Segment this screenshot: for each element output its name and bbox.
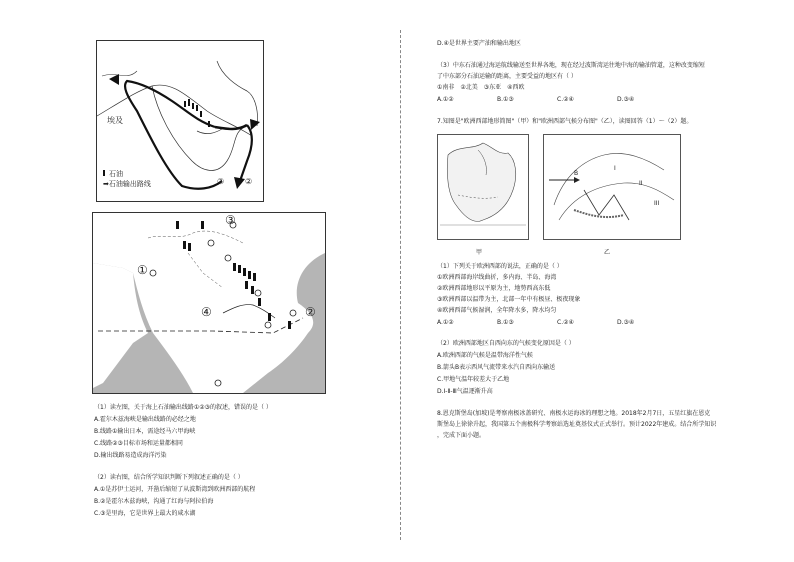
s2-option-b[interactable]: B.箭头B表示西风气流带来水汽自西向东输送 bbox=[437, 364, 556, 371]
map2-number-4: ④ bbox=[201, 305, 212, 319]
legend-route bbox=[103, 179, 151, 189]
legend-oil bbox=[103, 169, 151, 179]
map2-number-3: ③ bbox=[225, 213, 236, 227]
s1-option-d[interactable]: D.③④ bbox=[617, 319, 635, 326]
legend-oil-label: 石油 bbox=[109, 170, 123, 178]
q1-stem: （1）读左图，关于海上石油输出线路①②③的叙述，错误的是（ ） bbox=[94, 404, 272, 411]
map2-number-2: ② bbox=[305, 305, 316, 319]
oil-route-map bbox=[96, 40, 264, 202]
q3-stem-continued: 了中东部分石油运输的距离，主要受益的地区有（ ） bbox=[437, 73, 577, 80]
q2-stem: （2）读右图，结合所学知识判断下列叙述正确的是（ ） bbox=[94, 474, 244, 481]
europe-climate-map bbox=[543, 134, 681, 240]
route-number-2: ② bbox=[245, 177, 253, 186]
column-divider bbox=[400, 30, 401, 540]
svg-text:埃及: 埃及 bbox=[107, 116, 123, 125]
q2-option-a[interactable]: A.①是苏伊士运河，开凿后缩短了从波斯湾到欧洲西部的航程 bbox=[94, 486, 256, 493]
europe-terrain-drawing bbox=[438, 135, 528, 239]
q7-stem: 7.知图是"欧洲西部地形简图"（甲）和"欧洲西部气候分布图"（乙），读图回答（1）～（2）题。 bbox=[437, 118, 693, 125]
s2-option-c[interactable]: C.甲地气温年较差大于乙地 bbox=[437, 376, 510, 383]
q3-option-list: ①南非 ②北美 ③东亚 ④西欧 bbox=[437, 84, 525, 91]
q3-option-c[interactable]: C.②④ bbox=[557, 96, 574, 103]
q8-line-3: ，完成下面小题。 bbox=[437, 432, 486, 439]
svg-text:III: III bbox=[654, 200, 660, 207]
q3-option-b[interactable]: B.①③ bbox=[497, 96, 514, 103]
s1-option-c[interactable]: C.②④ bbox=[557, 319, 574, 326]
middle-east-map bbox=[92, 212, 326, 394]
prev-option-d[interactable]: D.④是世界主要产油和输出地区 bbox=[437, 40, 521, 47]
map2-number-1: ① bbox=[137, 263, 148, 277]
caption-map-jia: 甲 bbox=[476, 249, 483, 256]
europe-climate-drawing bbox=[544, 135, 680, 239]
svg-text:I: I bbox=[614, 165, 616, 172]
middle-east-map-drawing bbox=[93, 213, 325, 393]
route-number-3: ③ bbox=[217, 177, 225, 186]
q1-option-a[interactable]: A.霍尔木兹海峡是输出线路的必经之地 bbox=[94, 416, 196, 423]
s1-statement-2: ②欧洲西部地形以平原为主，地势西高东低 bbox=[437, 285, 551, 292]
s1-stem: （1）下列关于欧洲西部的说法，正确的是（ ） bbox=[437, 263, 563, 270]
q3-option-a[interactable]: A.①② bbox=[437, 96, 454, 103]
caption-map-yi: 乙 bbox=[604, 249, 611, 256]
q1-option-b[interactable]: B.线路①输出日本，需途经马六甲海峡 bbox=[94, 428, 196, 435]
s1-statement-3: ③欧洲西部以温带为主，北部一年中有极昼、极夜现象 bbox=[437, 296, 581, 303]
q3-option-d[interactable]: D.③④ bbox=[617, 96, 635, 103]
q2-option-c[interactable]: C.③是里海，它是世界上最大的咸水湖 bbox=[94, 510, 196, 517]
s1-statement-1: ①欧洲西部海岸线曲折，多内海、半岛、海湾 bbox=[437, 274, 557, 281]
s2-option-a[interactable]: A.欧洲西部的气候是温带海洋性气候 bbox=[437, 352, 533, 359]
label-egypt bbox=[106, 115, 122, 126]
q8-line-2: 斯堡岛上徐徐升起，我国第五个南极科学考察站选址奠基仪式正式举行。预计2022年建成。结合所学知识 bbox=[437, 421, 717, 428]
s1-option-a[interactable]: A.①② bbox=[437, 319, 454, 326]
arrow-right-icon: ➡ bbox=[103, 180, 109, 188]
q1-option-c[interactable]: C.线路②③目标市场和运量都相同 bbox=[94, 440, 183, 447]
s2-stem: （2）欧洲西部地区自西向东的气候变化原因是（ ） bbox=[437, 340, 575, 347]
q2-option-b[interactable]: B.②是霍尔木兹海峡，沟通了红海与阿拉伯海 bbox=[94, 498, 214, 505]
s1-option-b[interactable]: B.①③ bbox=[497, 319, 514, 326]
legend-route-label: 石油输出路线 bbox=[108, 180, 151, 188]
q8-line-1: 8.恩克斯堡岛(加坡)是考察南极冰盖研究、南极水运海冰的理想之地。2018年2月7日，五星红旗在恩克 bbox=[437, 410, 711, 417]
q1-option-d[interactable]: D.输出线路易造成海洋污染 bbox=[94, 452, 167, 459]
s1-statement-4: ④欧洲西部气候湿润，全年降水多，降水均匀 bbox=[437, 307, 557, 314]
europe-terrain-map bbox=[437, 134, 529, 240]
map1-legend bbox=[103, 169, 151, 189]
svg-text:B: B bbox=[574, 170, 579, 177]
s2-option-d[interactable]: D.Ⅰ-Ⅱ-Ⅲ气温逐渐升高 bbox=[437, 388, 493, 395]
q3-stem: （3）中东石油通过海运航线输送至世界各地，现在经过波斯湾运往地中海的输油管道，这种改变缩短 bbox=[437, 62, 705, 69]
oil-well-icon bbox=[103, 170, 105, 176]
svg-text:II: II bbox=[639, 180, 643, 187]
